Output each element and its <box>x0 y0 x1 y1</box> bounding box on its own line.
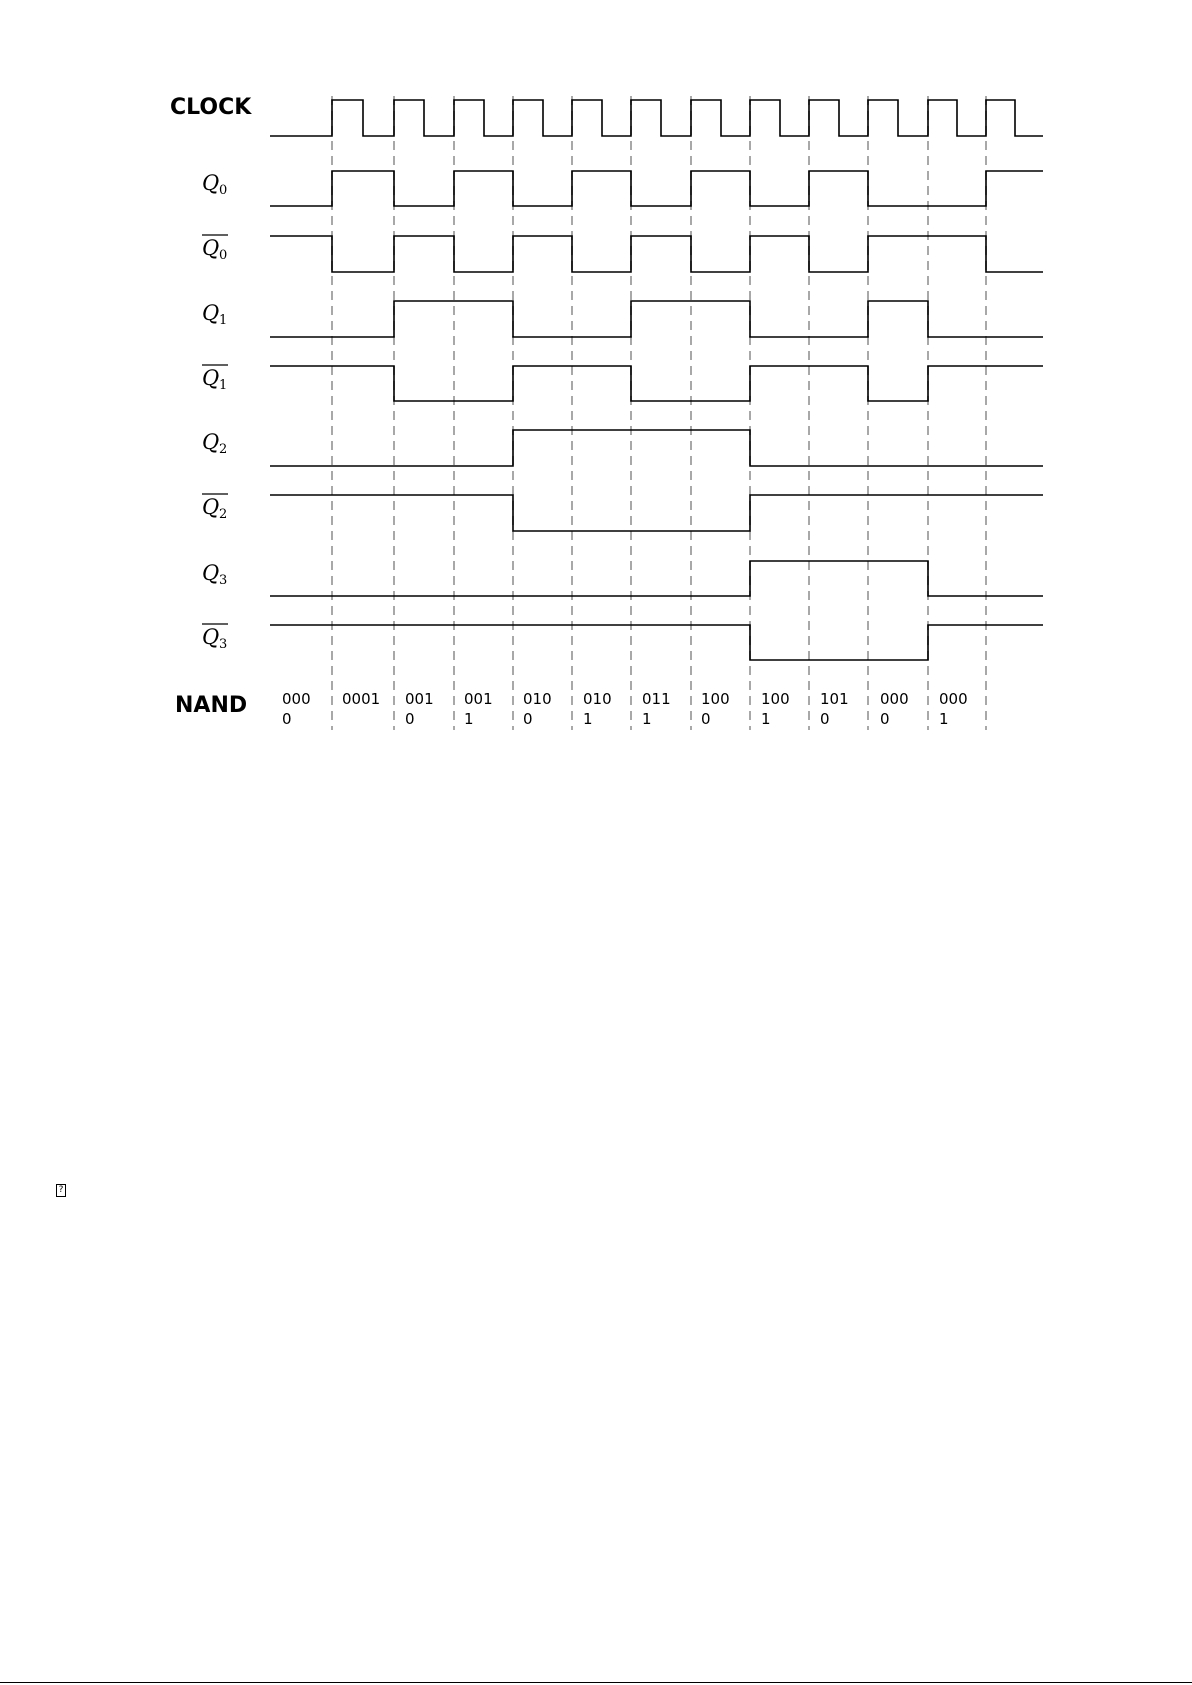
q3n-label <box>202 624 228 652</box>
nand-state-4 <box>523 690 552 728</box>
q0n-label-sub: 0 <box>219 248 228 263</box>
nand-state-10-line2: 0 <box>880 710 890 728</box>
nand-state-0-line2: 0 <box>282 710 292 728</box>
q1n-label <box>202 365 228 393</box>
q3n-label-letter: Q <box>202 625 220 649</box>
nand-state-11-line2: 1 <box>939 710 949 728</box>
nand-state-9 <box>820 690 849 728</box>
q0n-label-letter: Q <box>202 236 220 260</box>
nand-state-5 <box>583 690 612 728</box>
q3-label <box>202 561 227 588</box>
nand-state-10-line1: 000 <box>880 690 909 708</box>
q2n-label <box>202 494 228 522</box>
nand-state-3 <box>464 690 493 728</box>
q0-label-letter: Q <box>202 171 220 195</box>
nand-state-2-line1: 001 <box>405 690 434 708</box>
nand-state-8 <box>761 690 790 728</box>
q2-label <box>202 430 227 457</box>
q2n-label-sub: 2 <box>219 507 228 522</box>
nand-state-11-line1: 000 <box>939 690 968 708</box>
nand-state-0 <box>282 690 311 728</box>
nand-state-9-line1: 101 <box>820 690 849 708</box>
q3-label-letter: Q <box>202 561 220 585</box>
nand-state-3-line1: 001 <box>464 690 493 708</box>
q2-label-letter: Q <box>202 430 220 454</box>
nand-state-7-line2: 0 <box>701 710 711 728</box>
q1-label <box>202 301 227 328</box>
nand-state-5-line1: 010 <box>583 690 612 708</box>
q2n-label-letter: Q <box>202 495 220 519</box>
nand-state-7-line1: 100 <box>701 690 730 708</box>
nand-state-5-line2: 1 <box>583 710 593 728</box>
nand-state-4-line2: 0 <box>523 710 533 728</box>
nand-label: NAND <box>175 693 248 718</box>
q1-label-sub: 1 <box>219 313 228 328</box>
q1n-label-sub: 1 <box>219 378 228 393</box>
nand-state-6 <box>642 690 671 728</box>
nand-state-2 <box>405 690 434 728</box>
q2n-wave <box>270 495 1043 531</box>
nand-state-9-line2: 0 <box>820 710 830 728</box>
q0-label <box>202 171 227 198</box>
nand-state-11 <box>939 690 968 728</box>
nand-state-2-line2: 0 <box>405 710 415 728</box>
q3n-label-sub: 3 <box>219 637 228 652</box>
clock-label: CLOCK <box>170 95 252 120</box>
q1-label-letter: Q <box>202 301 220 325</box>
nand-state-10 <box>880 690 909 728</box>
nand-state-0-line1: 000 <box>282 690 311 708</box>
nand-state-3-line2: 1 <box>464 710 474 728</box>
q0n-label <box>202 235 228 263</box>
q2-label-sub: 2 <box>219 442 228 457</box>
nand-state-8-line2: 1 <box>761 710 771 728</box>
q3-label-sub: 3 <box>219 573 228 588</box>
timing-diagram <box>0 0 1192 760</box>
signal-labels <box>170 95 252 652</box>
page-footer-rule <box>0 1682 1192 1683</box>
nand-state-6-line1: 011 <box>642 690 671 708</box>
missing-glyph-icon: ? <box>56 1184 66 1197</box>
nand-state-7 <box>701 690 730 728</box>
nand-state-1-line1: 0001 <box>342 690 381 708</box>
nand-state-6-line2: 1 <box>642 710 652 728</box>
clock-edge-guides <box>332 96 986 730</box>
q0-label-sub: 0 <box>219 183 228 198</box>
nand-state-1 <box>342 690 380 708</box>
q1n-label-letter: Q <box>202 366 220 390</box>
nand-state-labels <box>175 690 968 728</box>
nand-state-8-line1: 100 <box>761 690 790 708</box>
nand-state-4-line1: 010 <box>523 690 552 708</box>
